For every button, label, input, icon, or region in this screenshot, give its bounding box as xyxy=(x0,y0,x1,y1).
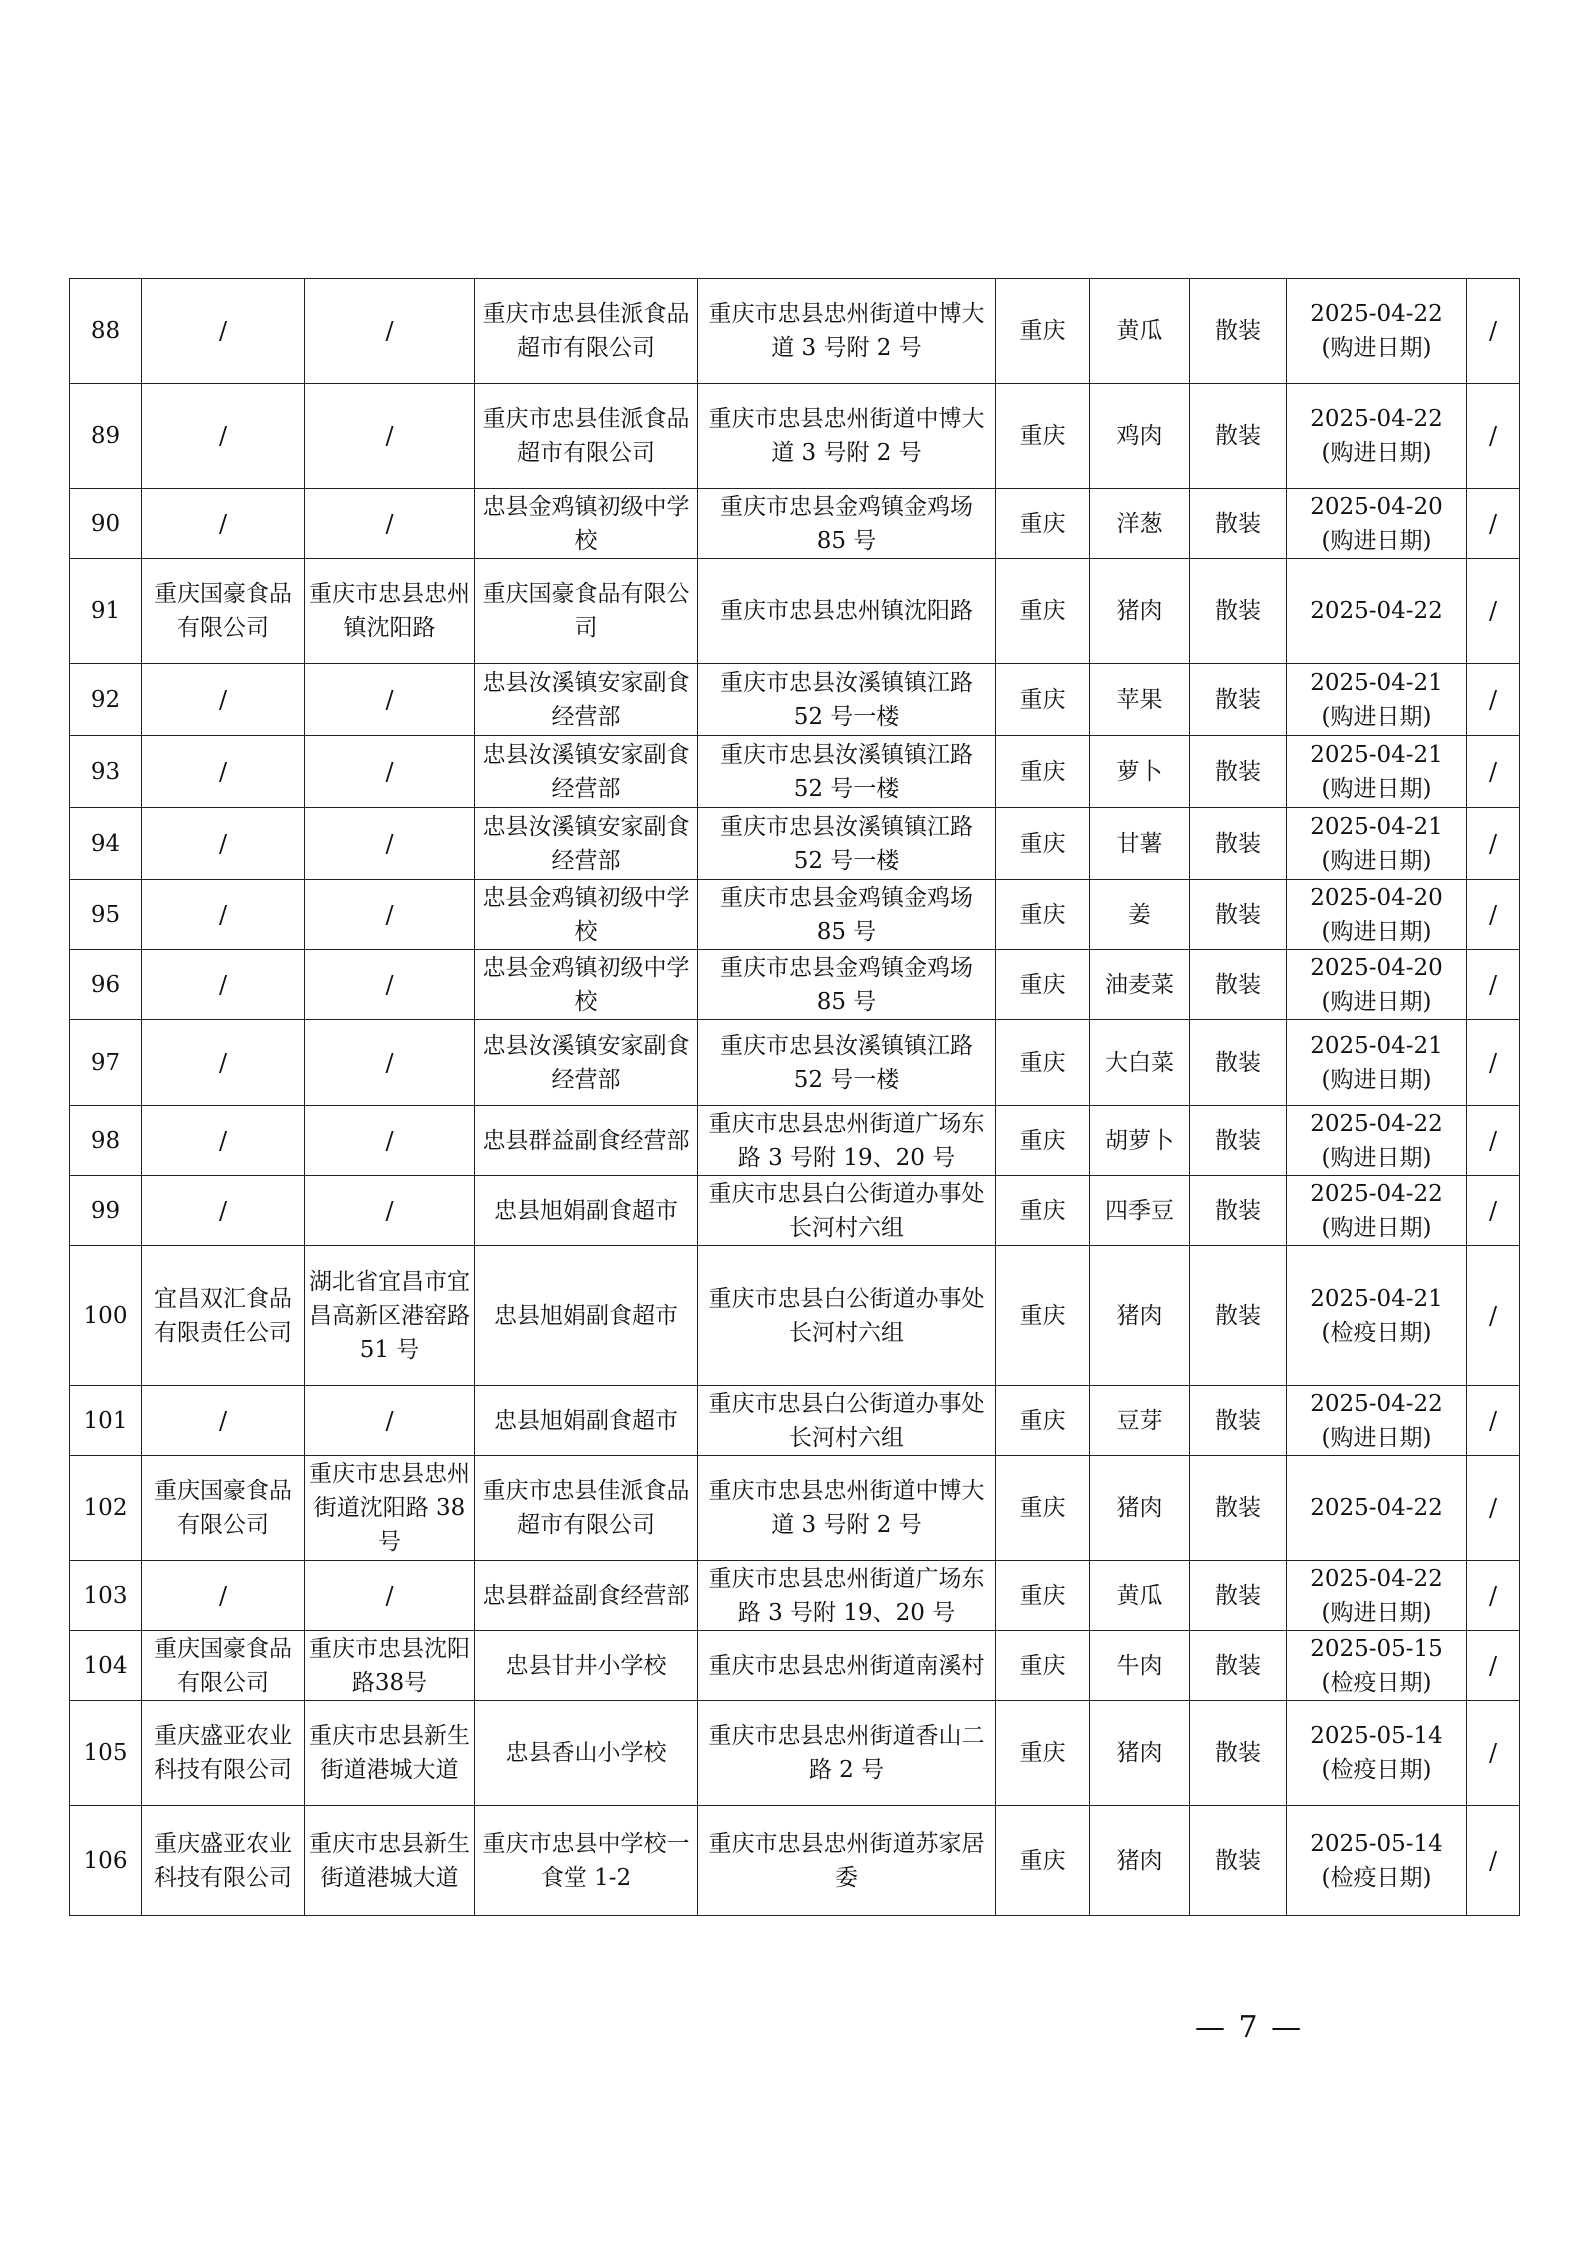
sampled-unit-cell: 忠县旭娟副食超市 xyxy=(475,1176,698,1246)
date-cell: 2025-04-22 xyxy=(1287,1456,1467,1561)
producer-address-cell: / xyxy=(305,950,475,1020)
mark-cell: / xyxy=(1467,736,1520,808)
sampled-address-cell: 重庆市忠县忠州街道广场东路 3 号附 19、20 号 xyxy=(698,1561,996,1631)
producer-address-cell: / xyxy=(305,1106,475,1176)
sample-name-cell: 油麦菜 xyxy=(1090,950,1190,1020)
mark-cell: / xyxy=(1467,808,1520,880)
row-number-cell: 101 xyxy=(70,1386,142,1456)
mark-cell: / xyxy=(1467,1631,1520,1701)
spec-cell: 散装 xyxy=(1190,384,1287,489)
spec-cell: 散装 xyxy=(1190,950,1287,1020)
producer-name-cell: / xyxy=(142,489,305,559)
sample-name-cell: 胡萝卜 xyxy=(1090,1106,1190,1176)
mark-cell: / xyxy=(1467,664,1520,736)
sampled-address-cell: 重庆市忠县汝溪镇镇江路 52 号一楼 xyxy=(698,808,996,880)
date-cell: 2025-04-20 (购进日期) xyxy=(1287,489,1467,559)
table-row xyxy=(70,489,1520,559)
sampled-address-cell: 重庆市忠县白公街道办事处长河村六组 xyxy=(698,1176,996,1246)
table-row xyxy=(70,1701,1520,1806)
date-cell: 2025-04-20 (购进日期) xyxy=(1287,950,1467,1020)
producer-address-cell: 重庆市忠县新生街道港城大道 xyxy=(305,1701,475,1806)
date-cell: 2025-04-22 (购进日期) xyxy=(1287,1561,1467,1631)
spec-cell: 散装 xyxy=(1190,1386,1287,1456)
sampled-unit-cell: 忠县汝溪镇安家副食经营部 xyxy=(475,736,698,808)
row-number-cell: 105 xyxy=(70,1701,142,1806)
region-cell: 重庆 xyxy=(996,1176,1090,1246)
producer-name-cell: / xyxy=(142,1020,305,1106)
row-number-cell: 102 xyxy=(70,1456,142,1561)
producer-address-cell: / xyxy=(305,808,475,880)
date-cell: 2025-04-21 (购进日期) xyxy=(1287,1020,1467,1106)
sampled-address-cell: 重庆市忠县忠州街道中博大道 3 号附 2 号 xyxy=(698,384,996,489)
producer-name-cell: / xyxy=(142,1386,305,1456)
spec-cell: 散装 xyxy=(1190,1246,1287,1386)
date-cell: 2025-05-14 (检疫日期) xyxy=(1287,1806,1467,1916)
sampled-address-cell: 重庆市忠县忠州街道广场东路 3 号附 19、20 号 xyxy=(698,1106,996,1176)
region-cell: 重庆 xyxy=(996,559,1090,664)
date-cell: 2025-04-21 (购进日期) xyxy=(1287,664,1467,736)
producer-name-cell: 重庆国豪食品有限公司 xyxy=(142,559,305,664)
producer-name-cell: 重庆国豪食品有限公司 xyxy=(142,1631,305,1701)
mark-cell: / xyxy=(1467,1106,1520,1176)
sampled-unit-cell: 重庆市忠县佳派食品超市有限公司 xyxy=(475,279,698,384)
table-row xyxy=(70,1456,1520,1561)
date-cell: 2025-04-20 (购进日期) xyxy=(1287,880,1467,950)
sample-name-cell: 黄瓜 xyxy=(1090,1561,1190,1631)
region-cell: 重庆 xyxy=(996,664,1090,736)
sampled-unit-cell: 忠县汝溪镇安家副食经营部 xyxy=(475,808,698,880)
producer-name-cell: / xyxy=(142,1176,305,1246)
producer-name-cell: / xyxy=(142,950,305,1020)
producer-name-cell: / xyxy=(142,384,305,489)
sample-name-cell: 猪肉 xyxy=(1090,1701,1190,1806)
sampled-address-cell: 重庆市忠县白公街道办事处长河村六组 xyxy=(698,1386,996,1456)
sampled-unit-cell: 忠县金鸡镇初级中学校 xyxy=(475,950,698,1020)
date-cell: 2025-05-14 (检疫日期) xyxy=(1287,1701,1467,1806)
table-row xyxy=(70,384,1520,489)
producer-address-cell: / xyxy=(305,880,475,950)
producer-address-cell: 重庆市忠县沈阳路38号 xyxy=(305,1631,475,1701)
sampled-unit-cell: 忠县甘井小学校 xyxy=(475,1631,698,1701)
sampled-unit-cell: 忠县群益副食经营部 xyxy=(475,1561,698,1631)
sample-name-cell: 牛肉 xyxy=(1090,1631,1190,1701)
sampled-unit-cell: 忠县香山小学校 xyxy=(475,1701,698,1806)
sample-name-cell: 四季豆 xyxy=(1090,1176,1190,1246)
row-number-cell: 88 xyxy=(70,279,142,384)
sampled-unit-cell: 忠县旭娟副食超市 xyxy=(475,1386,698,1456)
spec-cell: 散装 xyxy=(1190,1106,1287,1176)
spec-cell: 散装 xyxy=(1190,559,1287,664)
mark-cell: / xyxy=(1467,1806,1520,1916)
sampled-unit-cell: 忠县汝溪镇安家副食经营部 xyxy=(475,664,698,736)
row-number-cell: 93 xyxy=(70,736,142,808)
region-cell: 重庆 xyxy=(996,1106,1090,1176)
row-number-cell: 103 xyxy=(70,1561,142,1631)
row-number-cell: 95 xyxy=(70,880,142,950)
table-row xyxy=(70,808,1520,880)
sampled-address-cell: 重庆市忠县金鸡镇金鸡场 85 号 xyxy=(698,950,996,1020)
region-cell: 重庆 xyxy=(996,1806,1090,1916)
sampled-unit-cell: 重庆市忠县佳派食品超市有限公司 xyxy=(475,384,698,489)
producer-address-cell: / xyxy=(305,1386,475,1456)
spec-cell: 散装 xyxy=(1190,880,1287,950)
table-row xyxy=(70,950,1520,1020)
spec-cell: 散装 xyxy=(1190,808,1287,880)
sampled-unit-cell: 忠县旭娟副食超市 xyxy=(475,1246,698,1386)
mark-cell: / xyxy=(1467,1020,1520,1106)
sampled-address-cell: 重庆市忠县忠州镇沈阳路 xyxy=(698,559,996,664)
sample-name-cell: 猪肉 xyxy=(1090,559,1190,664)
sample-name-cell: 姜 xyxy=(1090,880,1190,950)
date-cell: 2025-04-22 (购进日期) xyxy=(1287,384,1467,489)
sample-name-cell: 甘薯 xyxy=(1090,808,1190,880)
sampled-unit-cell: 忠县金鸡镇初级中学校 xyxy=(475,489,698,559)
producer-address-cell: 湖北省宜昌市宜昌高新区港窑路 51 号 xyxy=(305,1246,475,1386)
producer-name-cell: 重庆盛亚农业科技有限公司 xyxy=(142,1806,305,1916)
sample-name-cell: 大白菜 xyxy=(1090,1020,1190,1106)
sampling-results-table xyxy=(69,278,1520,1916)
spec-cell: 散装 xyxy=(1190,1176,1287,1246)
sampled-unit-cell: 忠县汝溪镇安家副食经营部 xyxy=(475,1020,698,1106)
region-cell: 重庆 xyxy=(996,489,1090,559)
region-cell: 重庆 xyxy=(996,950,1090,1020)
spec-cell: 散装 xyxy=(1190,1631,1287,1701)
producer-address-cell: / xyxy=(305,736,475,808)
table-row xyxy=(70,1806,1520,1916)
region-cell: 重庆 xyxy=(996,1020,1090,1106)
producer-address-cell: / xyxy=(305,1176,475,1246)
producer-name-cell: / xyxy=(142,664,305,736)
region-cell: 重庆 xyxy=(996,384,1090,489)
sampled-address-cell: 重庆市忠县白公街道办事处长河村六组 xyxy=(698,1246,996,1386)
mark-cell: / xyxy=(1467,950,1520,1020)
date-cell: 2025-04-22 xyxy=(1287,559,1467,664)
producer-name-cell: / xyxy=(142,808,305,880)
sampled-address-cell: 重庆市忠县金鸡镇金鸡场 85 号 xyxy=(698,489,996,559)
spec-cell: 散装 xyxy=(1190,1020,1287,1106)
date-cell: 2025-04-22 (购进日期) xyxy=(1287,1176,1467,1246)
producer-name-cell: / xyxy=(142,279,305,384)
sampled-address-cell: 重庆市忠县忠州街道苏家居委 xyxy=(698,1806,996,1916)
spec-cell: 散装 xyxy=(1190,736,1287,808)
producer-name-cell: / xyxy=(142,736,305,808)
table-row xyxy=(70,1176,1520,1246)
table-row xyxy=(70,736,1520,808)
region-cell: 重庆 xyxy=(996,1456,1090,1561)
sampled-address-cell: 重庆市忠县汝溪镇镇江路 52 号一楼 xyxy=(698,664,996,736)
date-cell: 2025-04-22 (购进日期) xyxy=(1287,1106,1467,1176)
table-row xyxy=(70,1106,1520,1176)
mark-cell: / xyxy=(1467,279,1520,384)
sample-name-cell: 猪肉 xyxy=(1090,1246,1190,1386)
region-cell: 重庆 xyxy=(996,1561,1090,1631)
sampled-address-cell: 重庆市忠县忠州街道香山二路 2 号 xyxy=(698,1701,996,1806)
table-row xyxy=(70,1020,1520,1106)
table-row xyxy=(70,1246,1520,1386)
sampled-unit-cell: 忠县群益副食经营部 xyxy=(475,1106,698,1176)
row-number-cell: 106 xyxy=(70,1806,142,1916)
sample-name-cell: 萝卜 xyxy=(1090,736,1190,808)
row-number-cell: 91 xyxy=(70,559,142,664)
spec-cell: 散装 xyxy=(1190,489,1287,559)
row-number-cell: 99 xyxy=(70,1176,142,1246)
date-cell: 2025-04-21 (购进日期) xyxy=(1287,736,1467,808)
sampled-unit-cell: 重庆市忠县佳派食品超市有限公司 xyxy=(475,1456,698,1561)
sampled-unit-cell: 重庆市忠县中学校一食堂 1-2 xyxy=(475,1806,698,1916)
sampled-address-cell: 重庆市忠县忠州街道中博大道 3 号附 2 号 xyxy=(698,1456,996,1561)
producer-name-cell: 重庆盛亚农业科技有限公司 xyxy=(142,1701,305,1806)
region-cell: 重庆 xyxy=(996,880,1090,950)
mark-cell: / xyxy=(1467,559,1520,664)
row-number-cell: 97 xyxy=(70,1020,142,1106)
region-cell: 重庆 xyxy=(996,1631,1090,1701)
producer-address-cell: / xyxy=(305,664,475,736)
date-cell: 2025-04-21 (购进日期) xyxy=(1287,808,1467,880)
producer-address-cell: / xyxy=(305,384,475,489)
region-cell: 重庆 xyxy=(996,736,1090,808)
producer-name-cell: / xyxy=(142,1106,305,1176)
date-cell: 2025-04-21 (检疫日期) xyxy=(1287,1246,1467,1386)
spec-cell: 散装 xyxy=(1190,664,1287,736)
producer-name-cell: / xyxy=(142,1561,305,1631)
region-cell: 重庆 xyxy=(996,1701,1090,1806)
sample-name-cell: 猪肉 xyxy=(1090,1456,1190,1561)
sample-name-cell: 黄瓜 xyxy=(1090,279,1190,384)
mark-cell: / xyxy=(1467,489,1520,559)
page-number: — 7 — xyxy=(1195,2010,1304,2045)
producer-address-cell: / xyxy=(305,279,475,384)
region-cell: 重庆 xyxy=(996,808,1090,880)
mark-cell: / xyxy=(1467,1561,1520,1631)
table-row xyxy=(70,664,1520,736)
mark-cell: / xyxy=(1467,1456,1520,1561)
row-number-cell: 98 xyxy=(70,1106,142,1176)
producer-address-cell: / xyxy=(305,1561,475,1631)
producer-address-cell: 重庆市忠县忠州镇沈阳路 xyxy=(305,559,475,664)
table-row xyxy=(70,1561,1520,1631)
producer-address-cell: / xyxy=(305,489,475,559)
spec-cell: 散装 xyxy=(1190,1806,1287,1916)
row-number-cell: 90 xyxy=(70,489,142,559)
mark-cell: / xyxy=(1467,1701,1520,1806)
row-number-cell: 89 xyxy=(70,384,142,489)
table-row xyxy=(70,880,1520,950)
sampled-address-cell: 重庆市忠县忠州街道中博大道 3 号附 2 号 xyxy=(698,279,996,384)
mark-cell: / xyxy=(1467,880,1520,950)
producer-address-cell: / xyxy=(305,1020,475,1106)
row-number-cell: 104 xyxy=(70,1631,142,1701)
sampled-unit-cell: 重庆国豪食品有限公司 xyxy=(475,559,698,664)
table-row xyxy=(70,279,1520,384)
producer-address-cell: 重庆市忠县忠州街道沈阳路 38 号 xyxy=(305,1456,475,1561)
mark-cell: / xyxy=(1467,384,1520,489)
producer-name-cell: 重庆国豪食品有限公司 xyxy=(142,1456,305,1561)
producer-name-cell: / xyxy=(142,880,305,950)
sampled-address-cell: 重庆市忠县汝溪镇镇江路 52 号一楼 xyxy=(698,736,996,808)
date-cell: 2025-04-22 (购进日期) xyxy=(1287,1386,1467,1456)
date-cell: 2025-04-22 (购进日期) xyxy=(1287,279,1467,384)
sample-name-cell: 猪肉 xyxy=(1090,1806,1190,1916)
spec-cell: 散装 xyxy=(1190,279,1287,384)
row-number-cell: 94 xyxy=(70,808,142,880)
sampled-address-cell: 重庆市忠县汝溪镇镇江路 52 号一楼 xyxy=(698,1020,996,1106)
table-body xyxy=(70,279,1520,1916)
sample-name-cell: 苹果 xyxy=(1090,664,1190,736)
mark-cell: / xyxy=(1467,1176,1520,1246)
sampled-address-cell: 重庆市忠县忠州街道南溪村 xyxy=(698,1631,996,1701)
region-cell: 重庆 xyxy=(996,1246,1090,1386)
producer-address-cell: 重庆市忠县新生街道港城大道 xyxy=(305,1806,475,1916)
row-number-cell: 100 xyxy=(70,1246,142,1386)
table-row xyxy=(70,1631,1520,1701)
sample-name-cell: 豆芽 xyxy=(1090,1386,1190,1456)
row-number-cell: 92 xyxy=(70,664,142,736)
region-cell: 重庆 xyxy=(996,1386,1090,1456)
region-cell: 重庆 xyxy=(996,279,1090,384)
mark-cell: / xyxy=(1467,1386,1520,1456)
producer-name-cell: 宜昌双汇食品有限责任公司 xyxy=(142,1246,305,1386)
sample-name-cell: 鸡肉 xyxy=(1090,384,1190,489)
spec-cell: 散装 xyxy=(1190,1456,1287,1561)
table-row xyxy=(70,559,1520,664)
sample-name-cell: 洋葱 xyxy=(1090,489,1190,559)
sampled-unit-cell: 忠县金鸡镇初级中学校 xyxy=(475,880,698,950)
sampled-address-cell: 重庆市忠县金鸡镇金鸡场 85 号 xyxy=(698,880,996,950)
row-number-cell: 96 xyxy=(70,950,142,1020)
spec-cell: 散装 xyxy=(1190,1701,1287,1806)
table-row xyxy=(70,1386,1520,1456)
date-cell: 2025-05-15 (检疫日期) xyxy=(1287,1631,1467,1701)
spec-cell: 散装 xyxy=(1190,1561,1287,1631)
mark-cell: / xyxy=(1467,1246,1520,1386)
